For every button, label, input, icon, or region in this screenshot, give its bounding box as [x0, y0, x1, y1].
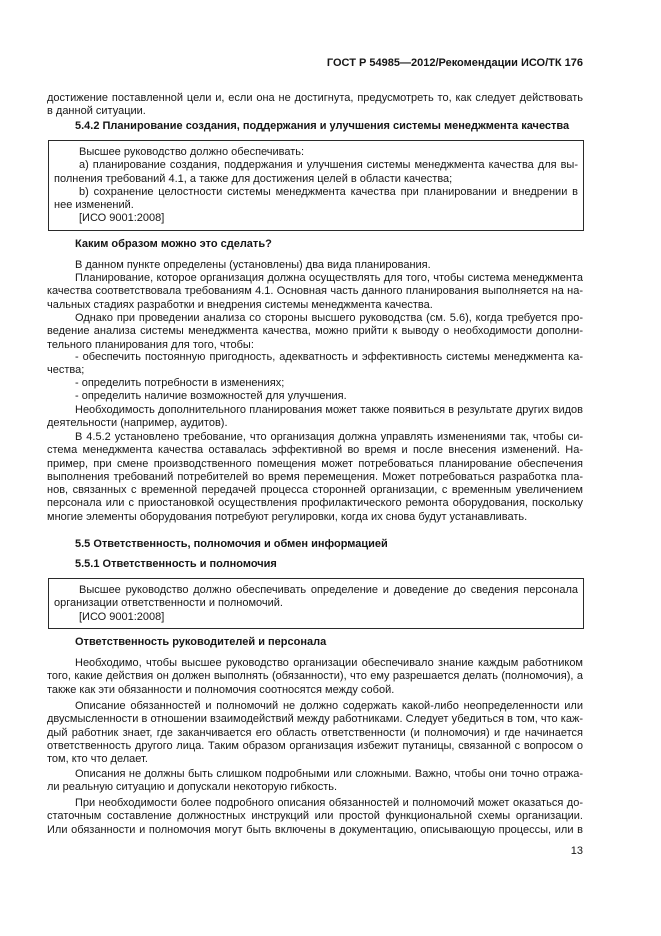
requirement-box [48, 578, 584, 629]
text-line: ответственность другого лица. Таким образом организация избежит путаницы, связанной с вопросом о [47, 739, 583, 752]
text-line: качества соответствовала требованиям 4.1. Основная часть данного планирования выполняется на на- [47, 285, 583, 298]
text-line: пример, при смене производственного помещения может потребоваться планирование обеспечения [47, 457, 583, 470]
list-item [47, 351, 583, 378]
text-line: Планирование, которое организация должна осуществлять для того, чтобы система менеджмента [75, 272, 583, 284]
requirement-item [54, 186, 578, 213]
requirement-item [54, 159, 578, 186]
paragraph [47, 657, 583, 697]
text-line: Необходимо, чтобы высшее руководство организации обеспечивало знание каждым работником [75, 657, 583, 669]
citation [54, 212, 578, 225]
text-line: Высшее руководство должно обеспечивать определение и доведение до сведения персонала [79, 584, 578, 596]
text-line: дый работник знает, где заканчивается его область ответственности (и полномочия) и где начинается [47, 726, 583, 739]
page-number: 13 [570, 845, 583, 857]
text-line: Высшее руководство должно обеспечивать: [79, 146, 305, 158]
text-line: b) сохранение целостности системы менеджмента качества при планировании и внедрении в [79, 185, 578, 198]
text-line: стема менеджмента качества оставалась эффективной во время и после внесения изменений. На- [47, 444, 583, 457]
text-line: [ИСО 9001:2008] [79, 610, 165, 623]
text-line: полнения требований 4.1, а также для достижения целей в области качества; [54, 172, 453, 185]
guidance-heading: Каким образом можно это сделать? [75, 238, 272, 250]
paragraph [47, 272, 583, 312]
text-line: Описание обязанностей и полномочий не должно содержать какой-либо неопределенности или [75, 700, 583, 712]
section-heading: 5.5 Ответственность, полномочия и обмен информацией [75, 538, 388, 550]
requirement-box [48, 140, 584, 231]
text-line: того, какие действия он должен выполнять (обязанности), что ему разрешается делать (полномочия), а [47, 670, 583, 683]
text-line: чества; [47, 364, 85, 377]
requirement-text [54, 584, 578, 611]
paragraph [47, 768, 583, 795]
text-line: [ИСО 9001:2008] [79, 212, 165, 225]
text-line: - определить наличие возможностей для улучшения. [75, 390, 347, 402]
text-line: деятельности (например, аудитов). [47, 417, 228, 430]
paragraph [47, 431, 583, 524]
text-line: многие элементы оборудования потребуют регулировки, когда их снова будут устанавливать. [47, 510, 528, 523]
list-item [47, 377, 583, 390]
text-line: том, кто что делает. [47, 753, 148, 765]
document-header: ГОСТ Р 54985—2012/Рекомендации ИСО/ТК 176 [326, 57, 583, 69]
text-line: нов, связанных с временной передачей процесса сторонней организации, с временным увеличением [47, 484, 583, 496]
text-line: - определить потребности в изменениях; [75, 377, 285, 389]
text-line: организации ответственности и полномочий. [54, 597, 283, 610]
paragraph [47, 700, 583, 766]
guidance-heading: Ответственность руководителей и персонала [75, 636, 327, 648]
citation [54, 611, 578, 624]
requirement-lead [54, 146, 578, 159]
text-line: статочным составление должностных инструкций или простой функциональной схемы организации. [47, 810, 583, 823]
text-line: двусмысленности в отношении взаимодействий между работниками. Следует убедиться в том, что каж- [47, 713, 583, 726]
text-line: ведение анализа системы менеджмента качества, можно прийти к выводу о необходимости дополни- [47, 325, 583, 338]
text-line: Описания не должны быть слишком подробными или сложными. Важно, чтобы они точно отража- [75, 768, 583, 780]
section-heading: 5.4.2 Планирование создания, поддержания и улучшения системы менеджмента качества [75, 120, 570, 132]
list-item [47, 390, 583, 403]
text-line: в данной ситуации. [47, 105, 146, 118]
paragraph [47, 312, 583, 352]
paragraph [47, 797, 583, 837]
text-line: ли реальную ситуацию и допускали некоторую гибкость. [47, 781, 338, 794]
subsection-heading: 5.5.1 Ответственность и полномочия [75, 558, 277, 570]
text-line: а) планирование создания, поддержания и улучшения системы менеджмента качества для вы- [79, 159, 578, 172]
text-line: Однако при проведении анализа со стороны высшего руководства (см. 5.6), когда требуется про- [75, 312, 583, 324]
text-line: Необходимость дополнительного планирования может также появиться в результате других видов [75, 404, 583, 416]
text-line: тельного планирования для того, чтобы: [47, 338, 254, 351]
text-line: - обеспечить постоянную пригодность, адекватность и эффективность системы менеджмента ка- [75, 351, 583, 363]
text-line: Или обязанности и полномочия могут быть включены в документацию, описывающую процессы, или в [47, 823, 583, 836]
text-line: чальных стадиях разработки и внедрения системы менеджмента качества. [47, 298, 433, 311]
text-line: В 4.5.2 установлено требование, что организация должна управлять изменениями так, чтобы си- [75, 431, 583, 443]
text-line: выполнения требований потребителей во время перемещения. Может потребоваться разработка пла- [47, 470, 583, 483]
paragraph [47, 259, 583, 272]
text-line: персонала или с приостановкой осуществления профилактического ремонта оборудования, поскольку [47, 497, 583, 510]
text-line: При необходимости более подробного описания обязанностей и полномочий может оказаться до- [75, 797, 583, 809]
text-line: также как эти обязанности и полномочия соотносятся между собой. [47, 683, 395, 696]
text-line: В данном пункте определены (установлены) два вида планирования. [75, 259, 431, 271]
paragraph [47, 404, 583, 431]
text-line: нее изменений. [54, 199, 134, 211]
paragraph [47, 92, 583, 119]
text-line: достижение поставленной цели и, если она не достигнута, предусмотреть то, как следует действовать [47, 92, 583, 104]
